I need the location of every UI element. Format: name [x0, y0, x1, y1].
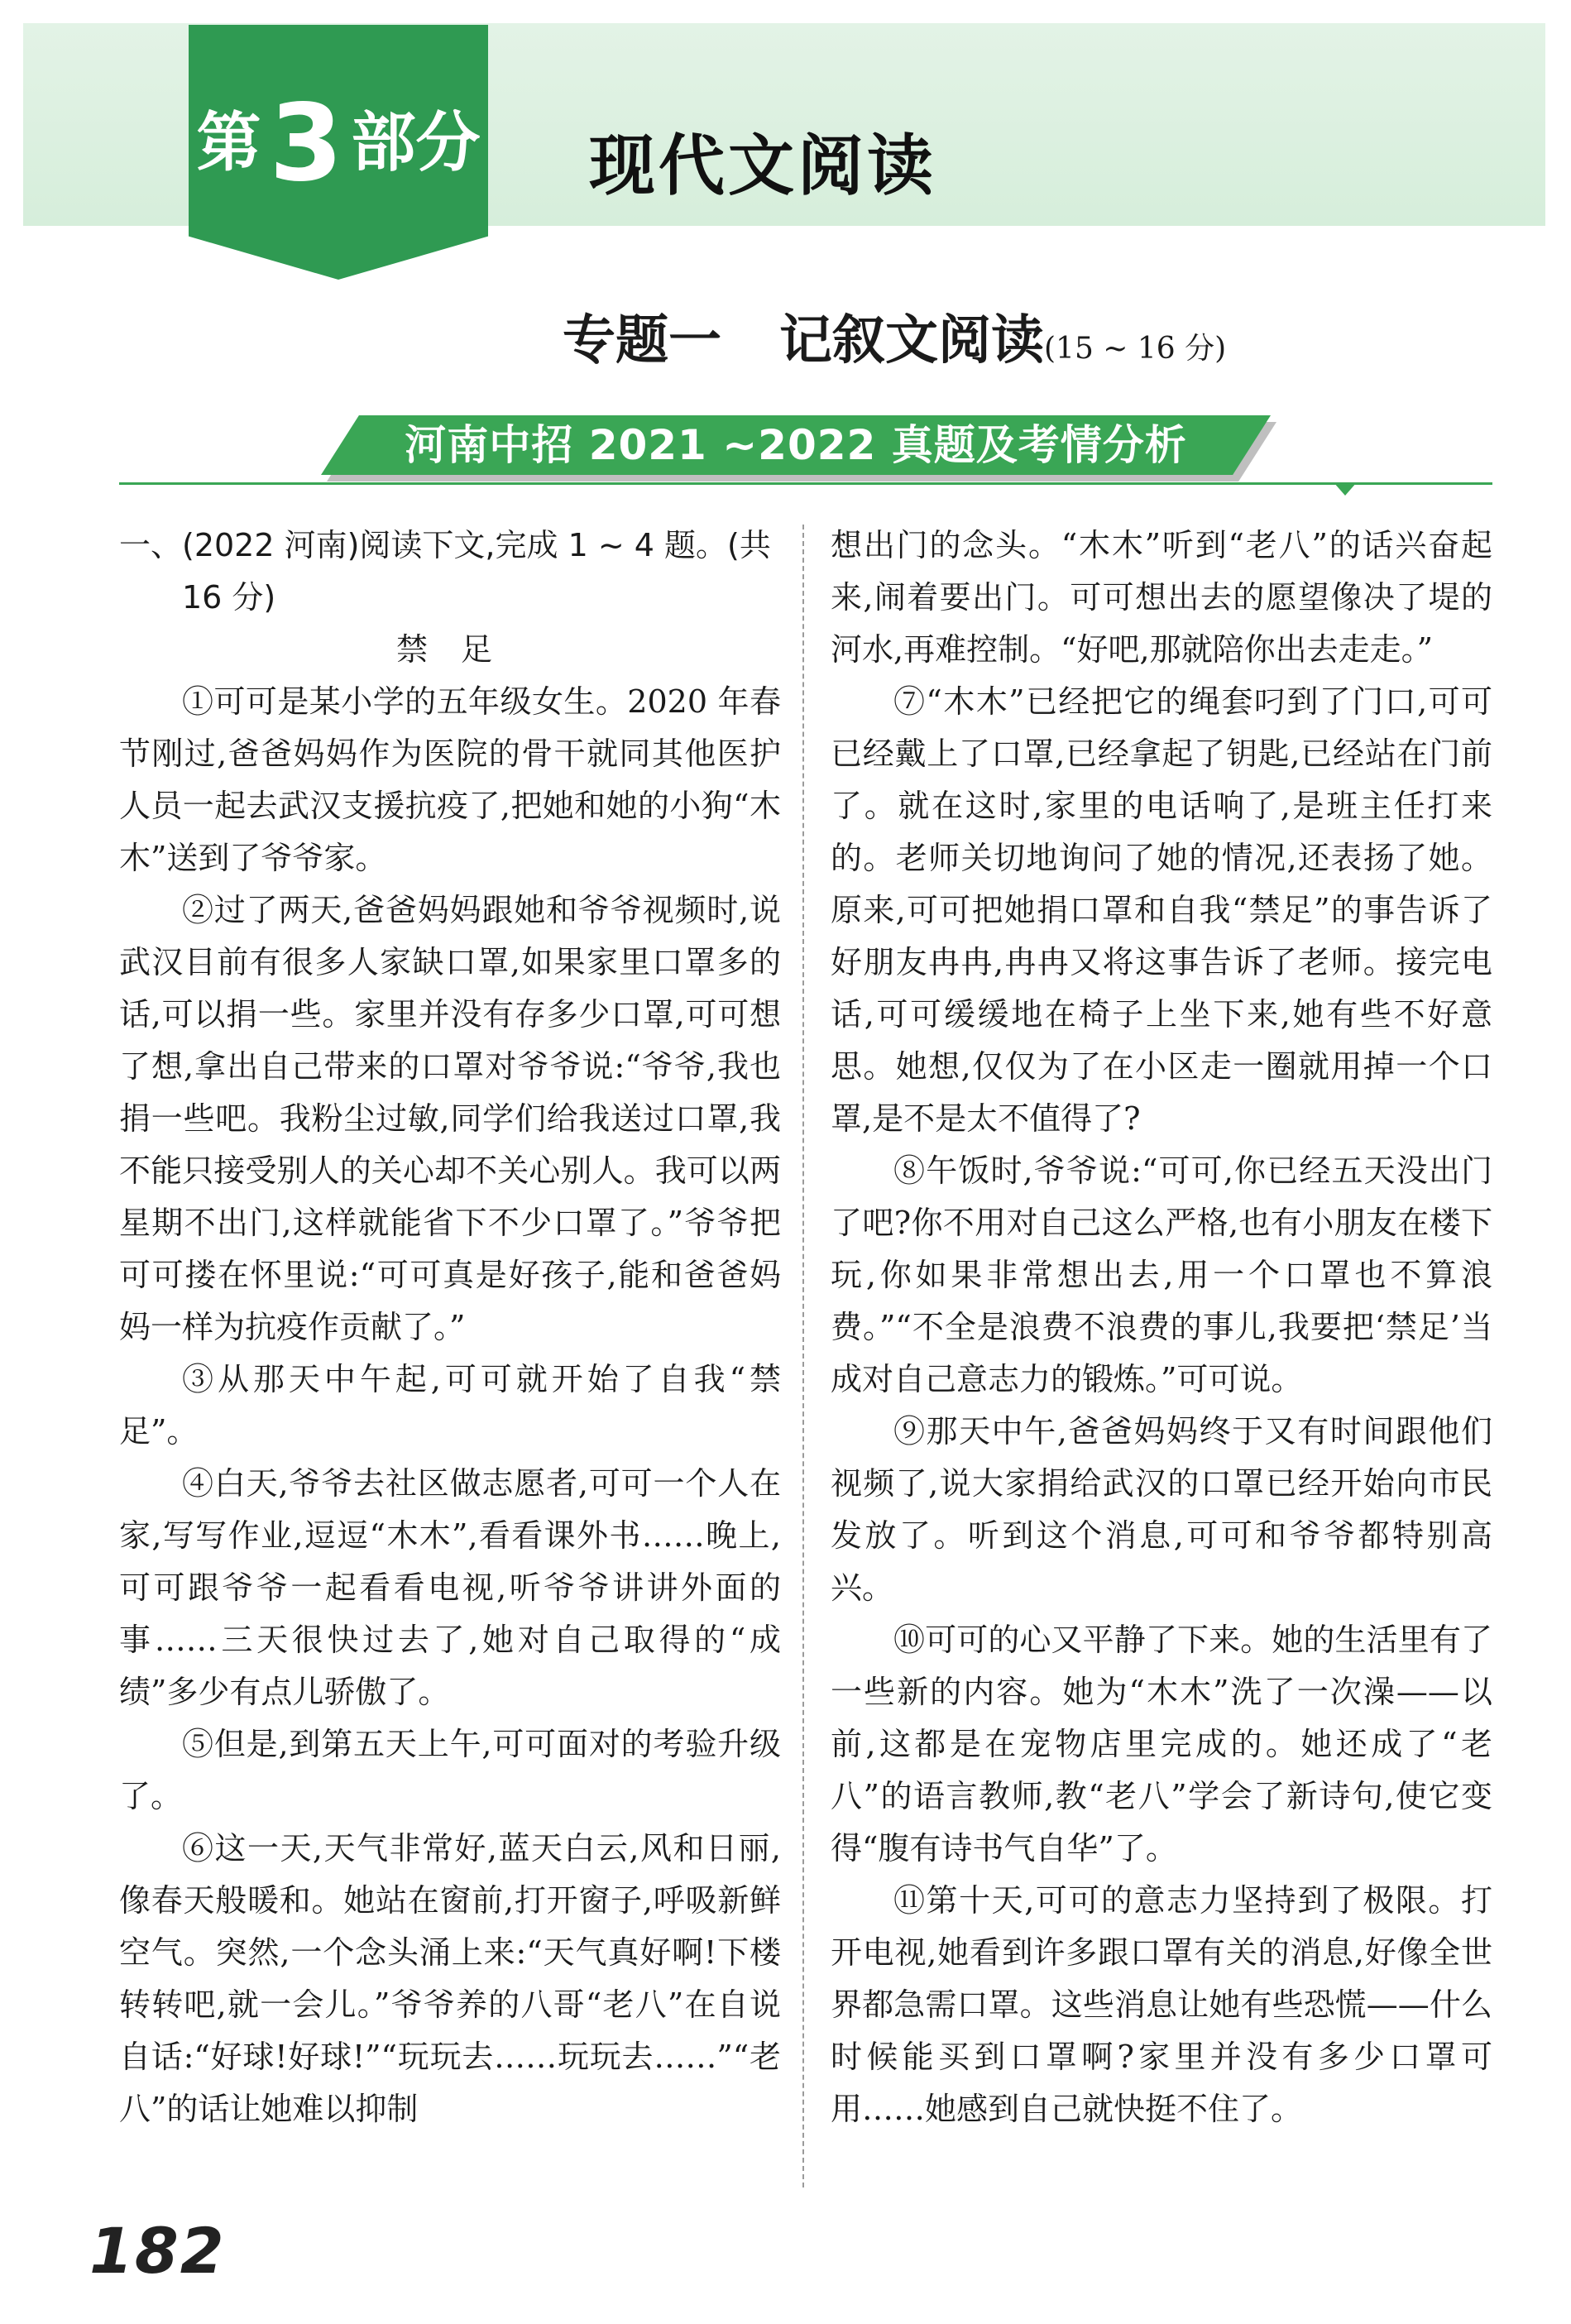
paragraph-continued: 想出门的念头。“木木”听到“老八”的话兴奋起来,闹着要出门。可可想出去的愿望像决了堤的河水,再难控制。“好吧,那就陪你出去走走。”: [831, 527, 1492, 668]
topic-name: 专题一: [563, 310, 721, 371]
question-stem: 一、(2022 河南)阅读下文,完成 1 ~ 4 题。(共: [119, 527, 771, 563]
paragraph: ②过了两天,爸爸妈妈跟她和爷爷视频时,说武汉目前有很多人家缺口罩,如果家里口罩多的话,可以捐一些。家里并没有存多少口罩,可可想了想,拿出自己带来的口罩对爷爷说:“爷爷,我也捐一些吧。我粉尘过敏,同学们给我送过口罩,我不能只接受别人的关心却不关心别人。我可以两星期不出门,这样就能省下不少口罩了。”爷爷把可可搂在怀里说:“可可真是好孩子,能和爸爸妈妈一样为抗疫作贡献了。”: [119, 892, 781, 1345]
part-prefix: 第: [196, 106, 261, 180]
rule-notch-icon: [1334, 482, 1357, 496]
paragraph: ⑤但是,到第五天上午,可可面对的考验升级了。: [119, 1726, 781, 1814]
column-divider: [802, 525, 804, 2187]
page-number: 182: [89, 2214, 226, 2288]
paragraph: ⑥这一天,天气非常好,蓝天白云,风和日丽,像春天般暖和。她站在窗前,打开窗子,呼吸新鲜空气。突然,一个念头涌上来:“天气真好啊!下楼转转吧,就一会儿。”爷爷养的八哥“老八”在自说自话:“好球!好球!”“玩玩去……玩玩去……”“老八”的话让她难以抑制: [119, 1830, 781, 2127]
topic-title: 记叙文阅读: [779, 310, 1044, 371]
section-banner-text: 河南中招 2021 ~2022 真题及考情分析: [405, 421, 1187, 469]
paragraph: ⑧午饭时,爷爷说:“可可,你已经五天没出门了吧?你不用对自己这么严格,也有小朋友在楼下玩,你如果非常想出去,用一个口罩也不算浪费。”“不全是浪费不浪费的事儿,我要把‘禁足’当成对自己意志力的锻炼。”可可说。: [831, 1152, 1492, 1397]
part-suffix: 部分: [351, 106, 481, 180]
paragraph: ⑩可可的心又平静了下来。她的生活里有了一些新的内容。她为“木木”洗了一次澡——以前,这都是在宠物店里完成的。她还成了“老八”的语言教师,教“老八”学会了新诗句,使它变得“腹有诗书气自华”了。: [831, 1622, 1492, 1866]
right-column: [831, 520, 1492, 2135]
topic-heading: [563, 298, 1226, 374]
topic-score: (15 ~ 16 分): [1044, 332, 1227, 366]
section-rule: [119, 482, 1492, 485]
question-score: 16 分): [182, 579, 276, 616]
essay-title: 禁 足: [395, 631, 505, 668]
part-title: 现代文阅读: [589, 127, 936, 204]
paragraph: ④白天,爷爷去社区做志愿者,可可一个人在家,写写作业,逗逗“木木”,看看课外书……晚上,可可跟爷爷一起看看电视,听爷爷讲讲外面的事……三天很快过去了,她对自己取得的“成绩”多少有点儿骄傲了。: [119, 1465, 781, 1710]
left-column: [119, 520, 781, 2135]
paragraph: ⑪第十天,可可的意志力坚持到了极限。打开电视,她看到许多跟口罩有关的消息,好像全世界都急需口罩。这些消息让她有些恐慌——什么时候能买到口罩啊?家里并没有多少口罩可用……她感到自己就快挺不住了。: [831, 1882, 1492, 2127]
paragraph: ⑦“木木”已经把它的绳套叼到了门口,可可已经戴上了口罩,已经拿起了钥匙,已经站在门前了。就在这时,家里的电话响了,是班主任打来的。老师关切地询问了她的情况,还表扬了她。原来,可可把她捐口罩和自我“禁足”的事告诉了好朋友冉冉,冉冉又将这事告诉了老师。接完电话,可可缓缓地在椅子上坐下来,她有些不好意思。她想,仅仅为了在小区走一圈就用掉一个口罩,是不是太不值得了?: [831, 683, 1492, 1137]
paragraph: ③从那天中午起,可可就开始了自我“禁足”。: [119, 1361, 781, 1450]
paragraph: ⑨那天中午,爸爸妈妈终于又有时间跟他们视频了,说大家捐给武汉的口罩已经开始向市民发放了。听到这个消息,可可和爷爷都特别高兴。: [831, 1413, 1492, 1606]
part-label: [189, 82, 488, 205]
part-number: 3: [269, 82, 343, 205]
paragraph: ①可可是某小学的五年级女生。2020 年春节刚过,爸爸妈妈作为医院的骨干就同其他医护人员一起去武汉支援抗疫了,把她和她的小狗“木木”送到了爷爷家。: [119, 683, 781, 876]
